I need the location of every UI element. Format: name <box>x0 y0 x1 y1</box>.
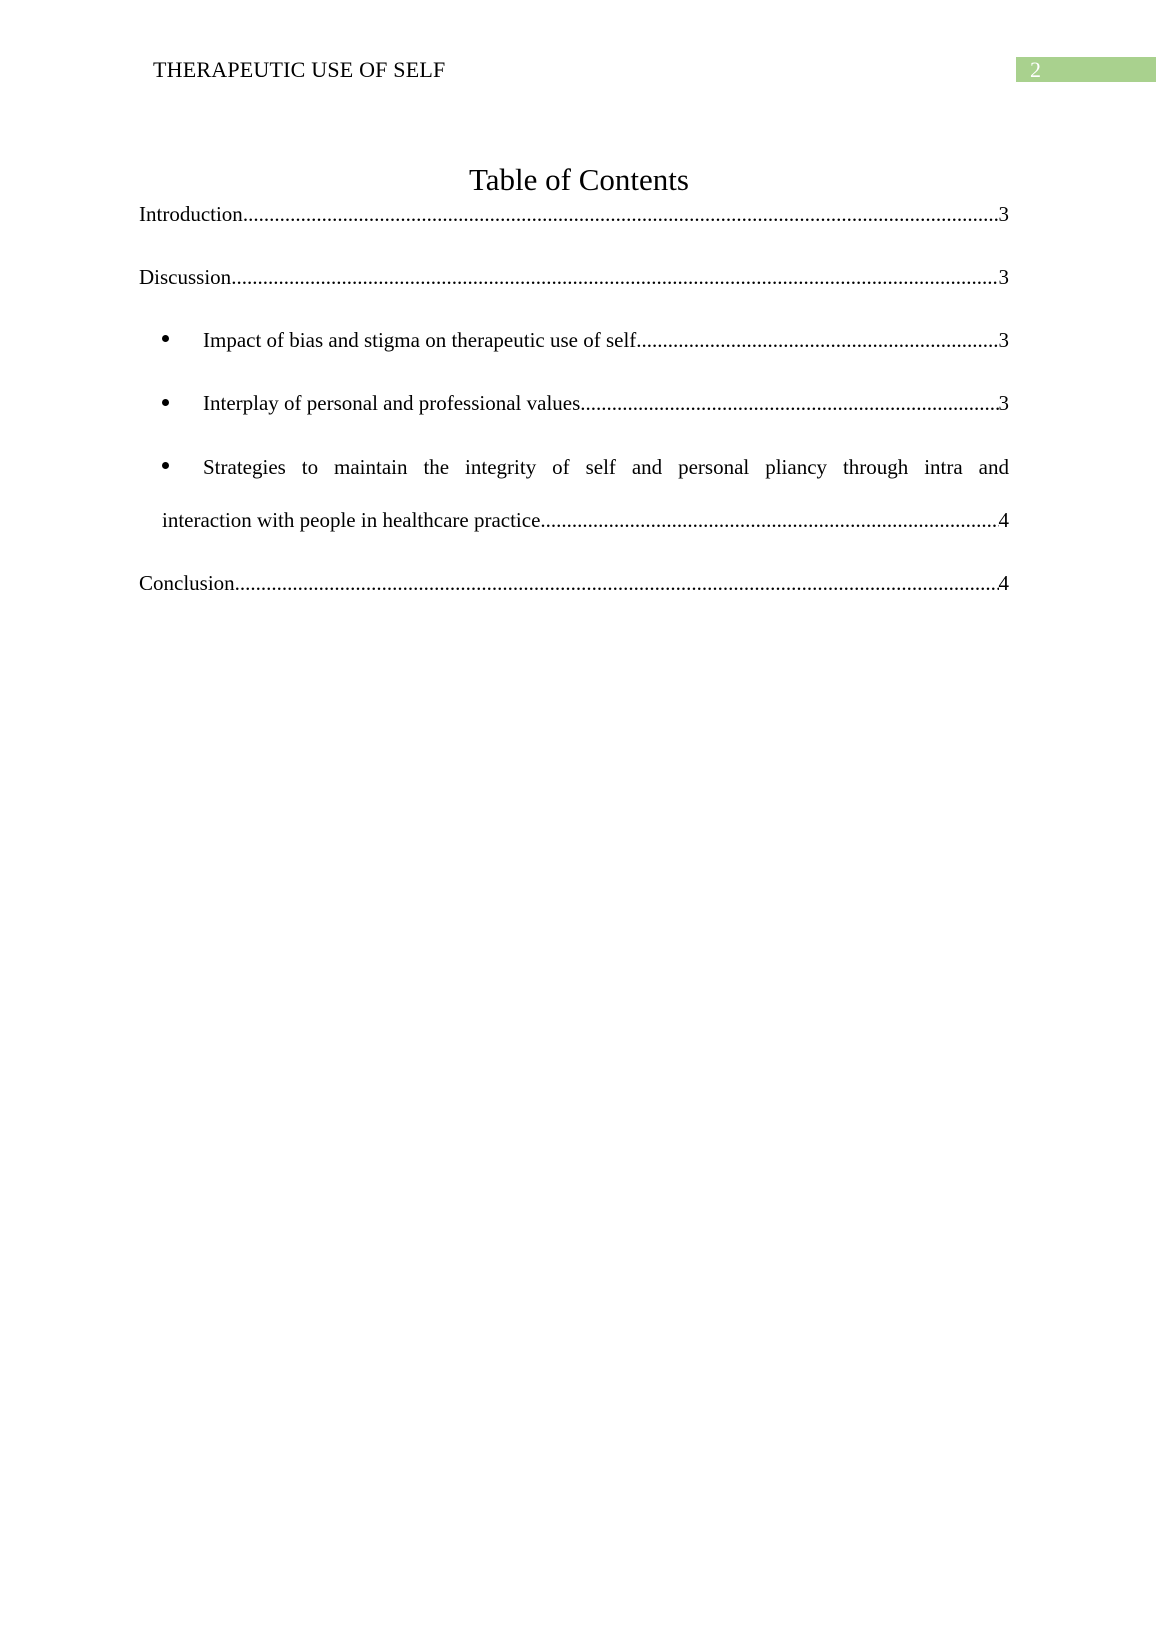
toc-entry-title: Discussion <box>139 265 232 289</box>
toc-entry-page: 3 <box>998 265 1009 289</box>
toc-entry-title: Interplay of personal and professional values <box>203 391 581 415</box>
toc-word: intra <box>924 455 963 479</box>
toc-entry-introduction[interactable] <box>139 201 1009 227</box>
toc-word: maintain <box>334 455 408 479</box>
toc-entry-interplay-values[interactable] <box>203 390 1009 416</box>
toc-word: of <box>552 455 570 479</box>
toc-entry-page: 4 <box>998 508 1009 532</box>
toc-word: to <box>301 455 319 479</box>
toc-entry-title <box>203 454 1009 480</box>
toc-entry-title: Introduction <box>139 202 243 226</box>
toc-word: self <box>585 455 616 479</box>
toc-entry-impact-of-bias[interactable] <box>203 327 1009 353</box>
running-header: THERAPEUTIC USE OF SELF <box>153 57 446 82</box>
toc-entry-page: 4 <box>998 571 1009 595</box>
toc-word: and <box>978 455 1009 479</box>
toc-word: the <box>423 455 450 479</box>
toc-dot-leader <box>540 507 998 533</box>
toc-word: pliancy <box>765 455 828 479</box>
toc-entry-title: Conclusion <box>139 571 235 595</box>
page-number: 2 <box>1030 57 1041 82</box>
toc-word: personal <box>678 455 750 479</box>
toc-entry-strategies-line1[interactable] <box>203 454 1009 480</box>
toc-entry-page: 3 <box>998 202 1009 226</box>
toc-entry-page: 3 <box>998 328 1009 352</box>
toc-dot-leader <box>235 570 999 596</box>
toc-dot-leader <box>636 327 998 353</box>
page-number-box <box>1016 57 1156 82</box>
bullet-icon <box>162 399 169 406</box>
toc-word: integrity <box>465 455 537 479</box>
toc-entry-page: 3 <box>998 391 1009 415</box>
bullet-icon <box>162 462 169 469</box>
toc-entry-title-continued: interaction with people in healthcare practice <box>162 508 541 532</box>
toc-entry-title: Impact of bias and stigma on therapeutic use of self <box>203 328 637 352</box>
toc-dot-leader <box>231 264 998 290</box>
toc-heading: Table of Contents <box>469 162 689 197</box>
toc-word: and <box>631 455 663 479</box>
toc-entry-discussion[interactable] <box>139 264 1009 290</box>
toc-word: Strategies <box>203 455 286 479</box>
toc-entry-conclusion[interactable] <box>139 570 1009 596</box>
toc-entry-strategies-line2[interactable] <box>162 507 1009 533</box>
bullet-icon <box>162 335 169 342</box>
toc-dot-leader <box>580 390 998 416</box>
toc-word: through <box>842 455 909 479</box>
toc-dot-leader <box>243 201 999 227</box>
